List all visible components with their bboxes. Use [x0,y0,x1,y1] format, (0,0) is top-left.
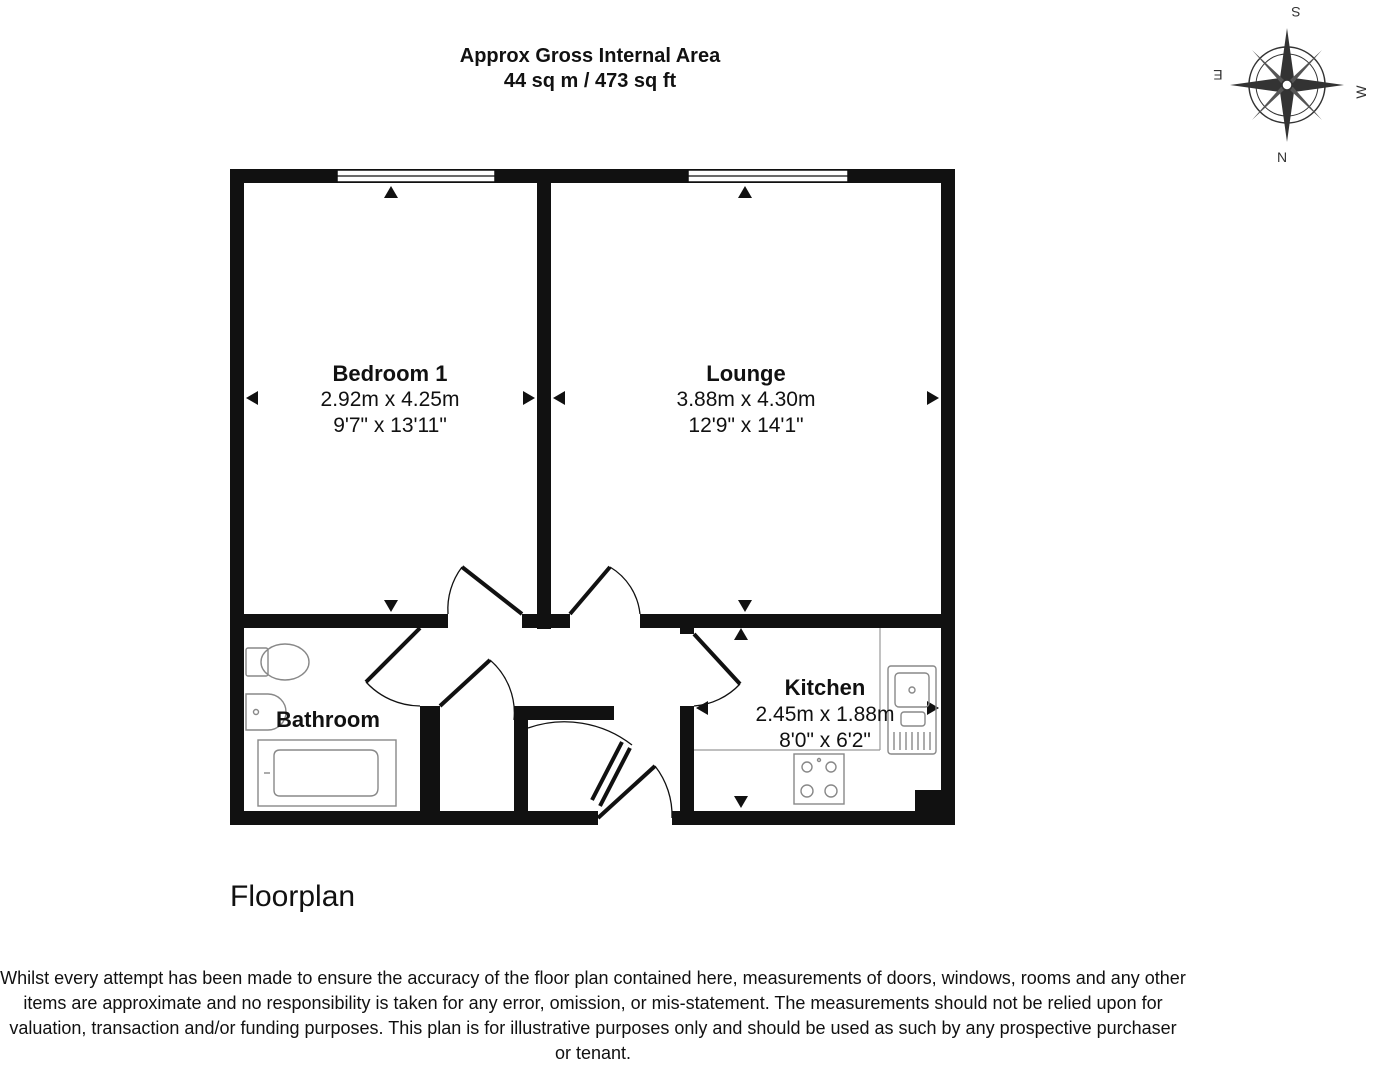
floorplan-title: Floorplan [230,880,356,913]
kitchen-label [756,675,895,752]
compass-label-top: S [1291,4,1301,20]
bedroom-window [337,170,495,182]
bedroom-metric: 2.92m x 4.25m [320,388,460,411]
disclaimer-text: Whilst every attempt has been made to ensure the accuracy of the floor plan contained here, measurements of doors, windows, rooms and any other items are approximate and no responsibility is taken for any error, omission, or mis-statement. The measurements should not be relied upon for valuation, transaction and/or funding purposes. This plan is for illustrative purposes only and should be used as such by any prospective purchaser or tenant. [0,968,1186,1063]
toilet-icon [246,644,309,680]
lounge-imperial: 12'9" x 14'1" [688,414,804,437]
kitchen-metric: 2.45m x 1.88m [755,703,895,726]
kitchen-imperial: 8'0" x 6'2" [779,729,871,752]
bathtub-icon [258,740,396,806]
hob-icon [794,754,844,804]
bathroom-label [276,707,380,732]
bedroom-label [321,361,460,437]
lounge-name: Lounge [706,361,786,386]
lounge-window [688,170,848,182]
lounge-label [677,361,816,437]
bedroom-name: Bedroom 1 [332,361,448,386]
compass-label-bottom: N [1276,149,1288,165]
gross-area-value: 44 sq m / 473 sq ft [503,70,677,92]
lounge-metric: 3.88m x 4.30m [676,388,816,411]
compass-icon [1213,4,1369,165]
kitchen-name: Kitchen [784,675,866,700]
compass-label-right: W [1353,85,1369,99]
bathroom-name: Bathroom [276,707,380,732]
compass-label-left: E [1213,67,1223,83]
bedroom-imperial: 9'7" x 13'11" [333,414,447,437]
gross-area-title: Approx Gross Internal Area [459,45,721,67]
